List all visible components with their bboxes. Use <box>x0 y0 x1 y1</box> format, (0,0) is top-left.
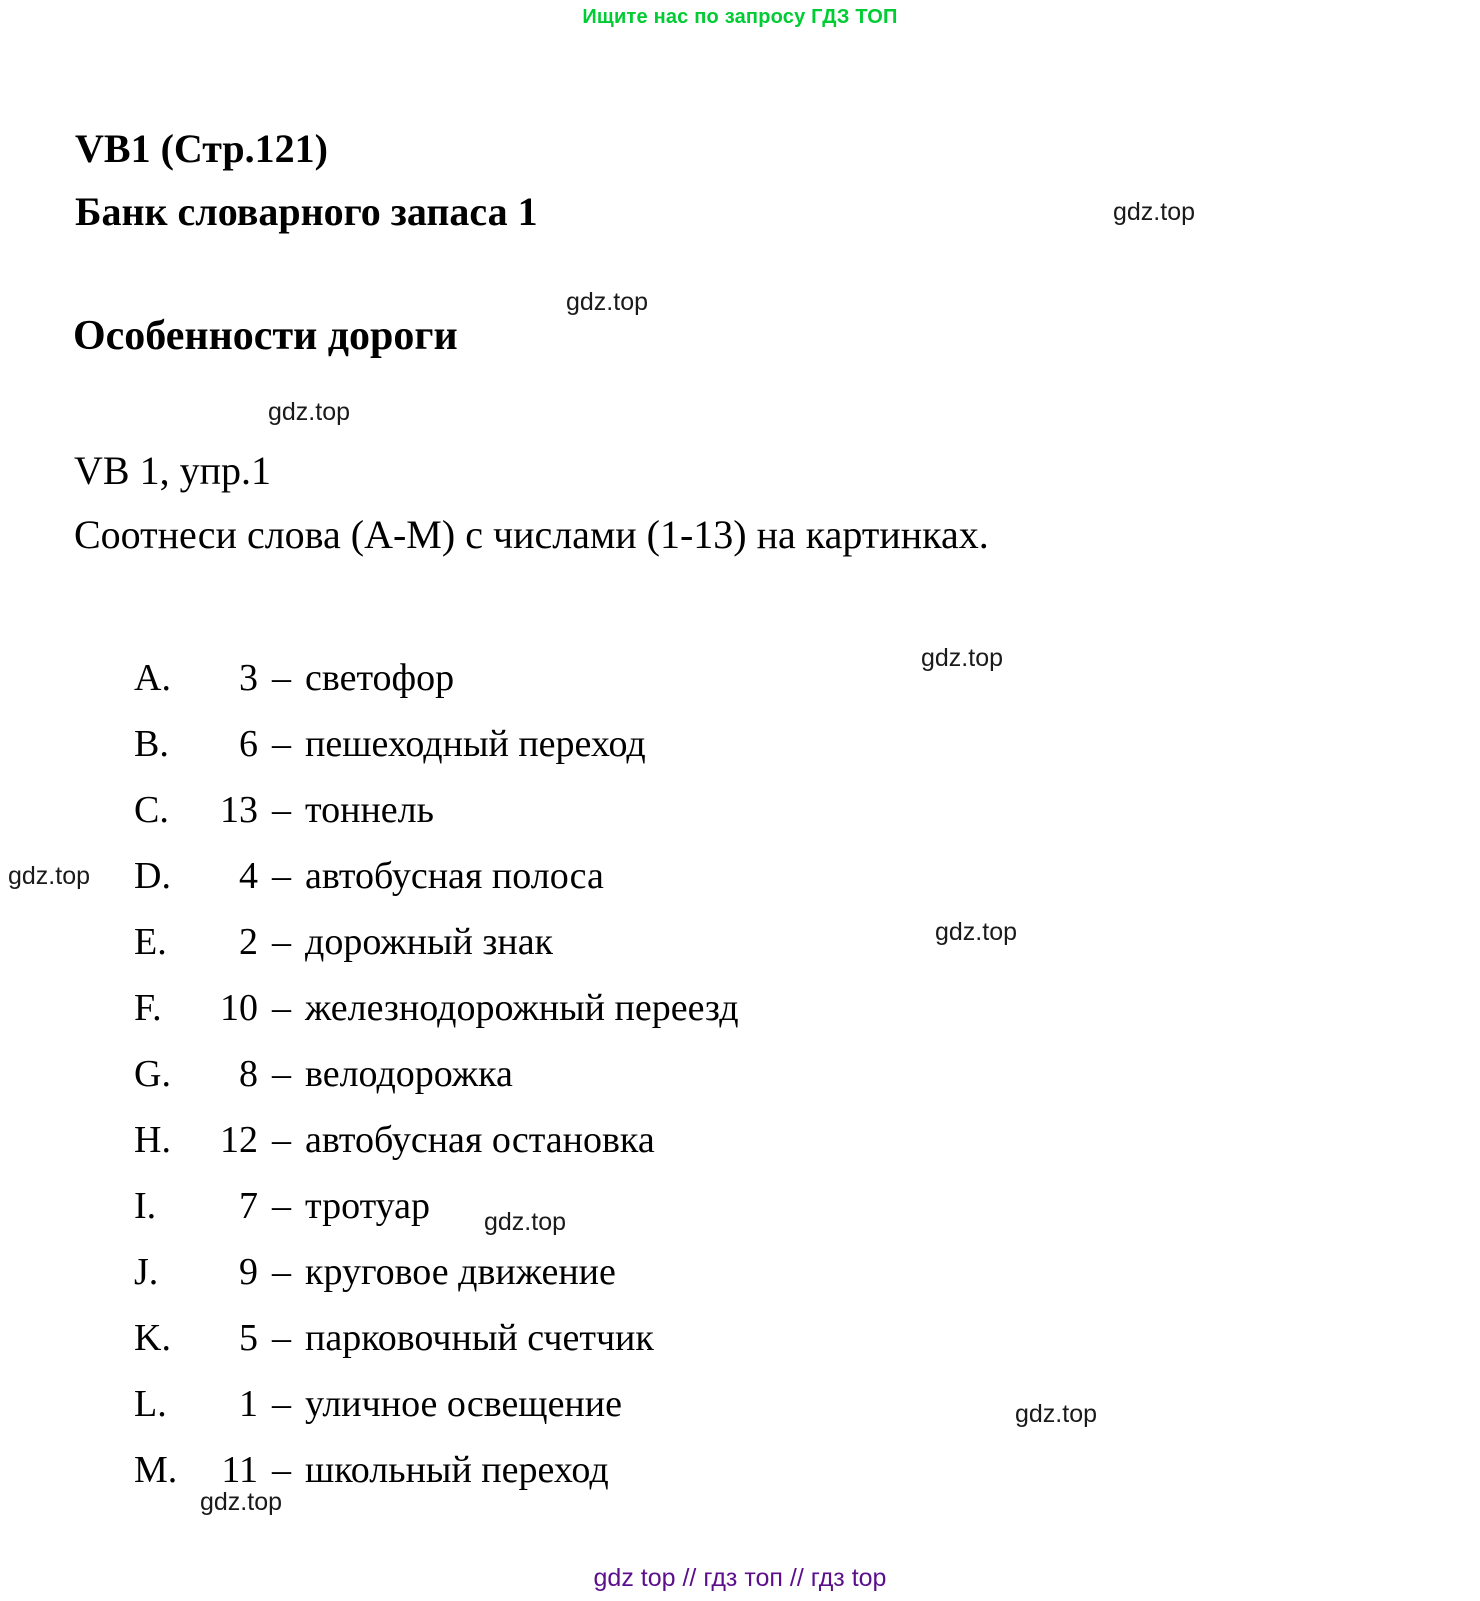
answer-term: светофор <box>305 657 455 699</box>
list-item <box>134 645 1234 711</box>
answer-dash: – <box>272 987 291 1029</box>
answer-number: 13 <box>220 789 258 831</box>
page-title: VB1 (Стр.121) <box>75 126 328 171</box>
watermark: gdz.top <box>921 644 1004 672</box>
watermark: gdz.top <box>8 862 91 890</box>
answer-number: 9 <box>239 1251 258 1293</box>
answer-dash: – <box>272 1317 291 1359</box>
answer-term: пешеходный переход <box>305 723 646 765</box>
list-item <box>134 1371 1234 1437</box>
answer-term: тоннель <box>305 789 434 831</box>
watermark: gdz.top <box>935 918 1018 946</box>
answer-dash: – <box>272 789 291 831</box>
answer-letter: H. <box>134 1119 171 1161</box>
answer-number: 6 <box>239 723 258 765</box>
answer-dash: – <box>272 1383 291 1425</box>
answer-dash: – <box>272 855 291 897</box>
answer-letter: M. <box>134 1449 178 1491</box>
exercise-instruction: Соотнеси слова (A-M) с числами (1-13) на картинках. <box>74 512 989 557</box>
answer-letter: L. <box>134 1383 167 1425</box>
section-heading: Особенности дороги <box>73 313 458 359</box>
answer-dash: – <box>272 921 291 963</box>
answer-dash: – <box>272 1119 291 1161</box>
answer-number: 4 <box>239 855 258 897</box>
answer-term: железнодорожный переезд <box>305 987 739 1029</box>
exercise-reference: VB 1, упр.1 <box>74 448 271 493</box>
answer-term: велодорожка <box>305 1053 513 1095</box>
answer-letter: C. <box>134 789 169 831</box>
answer-term: дорожный знак <box>305 921 554 963</box>
list-item <box>134 909 1234 975</box>
answer-number: 10 <box>220 987 258 1029</box>
watermark: gdz.top <box>1015 1400 1098 1428</box>
answer-number: 5 <box>239 1317 258 1359</box>
list-item <box>134 1041 1234 1107</box>
answer-letter: A. <box>134 657 171 699</box>
answer-letter: K. <box>134 1317 171 1359</box>
answer-dash: – <box>272 657 291 699</box>
answer-letter: B. <box>134 723 169 765</box>
list-item <box>134 1305 1234 1371</box>
answer-letter: E. <box>134 921 167 963</box>
watermark: gdz.top <box>1113 198 1196 226</box>
answers-list <box>134 645 1234 1503</box>
answer-letter: J. <box>134 1251 159 1293</box>
watermark: gdz.top <box>200 1488 283 1516</box>
answer-number: 1 <box>239 1383 258 1425</box>
answer-number: 11 <box>221 1449 258 1491</box>
answer-term: уличное освещение <box>305 1383 622 1425</box>
list-item <box>134 711 1234 777</box>
answer-dash: – <box>272 1185 291 1227</box>
answer-number: 8 <box>239 1053 258 1095</box>
answer-dash: – <box>272 1053 291 1095</box>
answer-term: парковочный счетчик <box>305 1317 654 1359</box>
answer-letter: F. <box>134 987 162 1029</box>
promo-banner: Ищите нас по запросу ГДЗ ТОП <box>582 6 898 28</box>
list-item <box>134 1437 1234 1503</box>
answer-number: 7 <box>239 1185 258 1227</box>
answer-number: 2 <box>239 921 258 963</box>
answer-dash: – <box>272 1449 291 1491</box>
answer-term: автобусная полоса <box>305 855 604 897</box>
footer-links[interactable]: gdz top // гдз топ // гдз top <box>593 1564 887 1592</box>
list-item <box>134 843 1234 909</box>
watermark: gdz.top <box>484 1208 567 1236</box>
answer-letter: G. <box>134 1053 171 1095</box>
list-item <box>134 1173 1234 1239</box>
answer-term: автобусная остановка <box>305 1119 655 1161</box>
list-item <box>134 975 1234 1041</box>
answer-term: круговое движение <box>305 1251 616 1293</box>
answer-term: школьный переход <box>305 1449 609 1491</box>
list-item <box>134 1239 1234 1305</box>
page-subtitle: Банк словарного запаса 1 <box>75 189 538 234</box>
answer-letter: D. <box>134 855 171 897</box>
answer-dash: – <box>272 1251 291 1293</box>
watermark: gdz.top <box>268 398 351 426</box>
answer-dash: – <box>272 723 291 765</box>
list-item <box>134 777 1234 843</box>
list-item <box>134 1107 1234 1173</box>
answer-number: 3 <box>239 657 258 699</box>
answer-letter: I. <box>134 1185 157 1227</box>
watermark: gdz.top <box>566 288 649 316</box>
answer-term: тротуар <box>305 1185 431 1227</box>
answer-number: 12 <box>220 1119 258 1161</box>
